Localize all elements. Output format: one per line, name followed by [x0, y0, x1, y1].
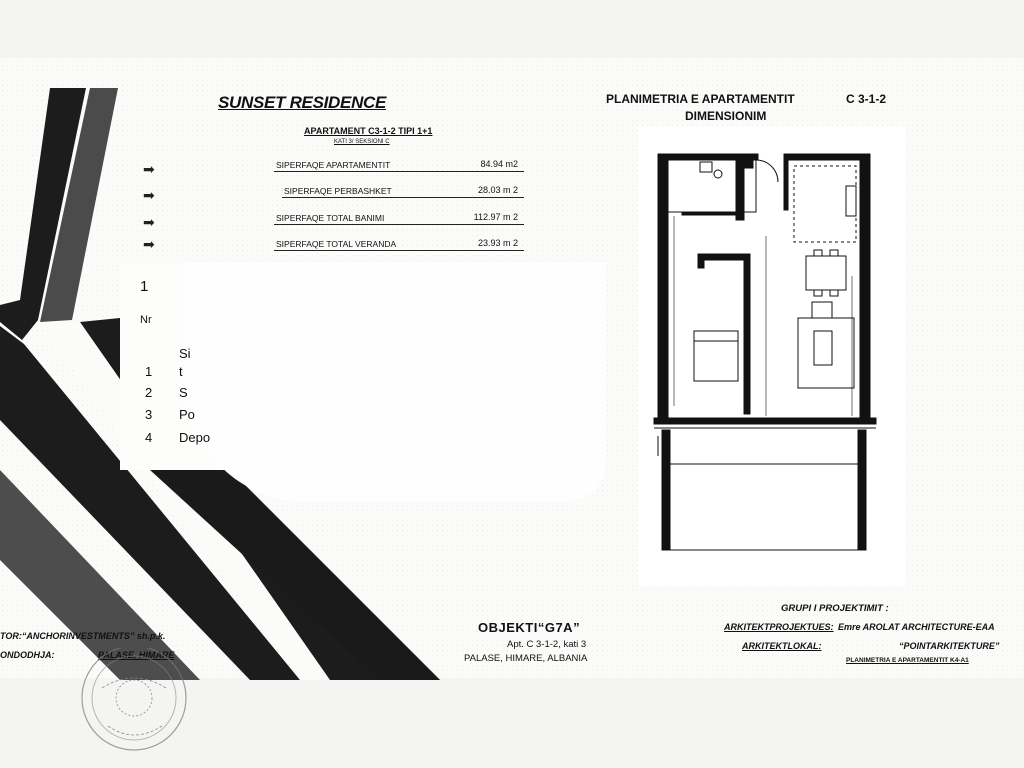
- redacted-area: [186, 262, 606, 502]
- area-value: 112.97 m 2: [473, 212, 518, 222]
- plan-subtitle: DIMENSIONIM: [685, 109, 767, 123]
- table-header-nr: Nr: [140, 314, 152, 326]
- object-title: OBJEKTI“G7A”: [478, 620, 581, 635]
- location-label: ONDODHJA:: [0, 650, 55, 660]
- arrow-icon: ➡: [143, 161, 155, 177]
- floor-plan-drawing: [638, 126, 906, 586]
- area-row: [274, 239, 524, 251]
- area-label: SIPERFAQE TOTAL BANIMI: [276, 213, 385, 223]
- area-label: SIPERFAQE APARTAMENTIT: [276, 160, 391, 170]
- plan-title: PLANIMETRIA E APARTAMENTIT: [606, 92, 795, 106]
- local-architect-value: “POINTARKITEKTURE”: [899, 641, 1000, 651]
- plan-code: C 3-1-2: [846, 92, 887, 106]
- apartment-title: APARTAMENT C3-1-2 TIPI 1+1: [304, 126, 433, 136]
- area-label: SIPERFAQE TOTAL VERANDA: [276, 239, 397, 249]
- architect-label: ARKITEKTPROJEKTUES:: [724, 622, 834, 632]
- table-cell-nr: 3: [145, 407, 153, 422]
- arrow-icon: ➡: [143, 214, 155, 230]
- object-line-1: Apt. C 3-1-2, kati 3: [507, 639, 587, 650]
- table-cell-name: Depo: [179, 430, 211, 445]
- sheet-label: PLANIMETRIA E APARTAMENTIT K4-A1: [846, 657, 969, 664]
- design-group-title: GRUPI I PROJEKTIMIT :: [781, 603, 889, 614]
- area-row: [274, 213, 524, 225]
- table-cell-nr: 1: [145, 364, 153, 379]
- stamp-seal: [62, 648, 212, 756]
- arrow-icon: ➡: [143, 187, 155, 203]
- area-value: 28.03 m 2: [477, 185, 518, 195]
- table-index: 1: [140, 278, 149, 295]
- architect-value: Emre AROLAT ARCHITECTURE-EAA: [838, 622, 995, 632]
- table-header-name: Si: [179, 346, 191, 361]
- object-line-2: PALASE, HIMARE, ALBANIA: [464, 653, 588, 664]
- table-cell-name: Po: [179, 407, 195, 422]
- arrow-icon: ➡: [143, 236, 155, 252]
- apartment-subtitle: KATI 3/ SEKSIONI C: [334, 139, 390, 145]
- area-value: 23.93 m 2: [477, 238, 518, 248]
- project-title: SUNSET RESIDENCE: [218, 93, 387, 112]
- local-architect-label: ARKITEKTLOKAL:: [742, 641, 822, 651]
- area-row: [282, 186, 524, 198]
- table-cell-name: S: [179, 385, 188, 400]
- location-value: PALASE, HIMARE: [98, 650, 175, 660]
- area-row: [274, 160, 524, 172]
- table-cell-nr: 2: [145, 385, 153, 400]
- investor-label: TOR:“ANCHORINVESTMENTS” sh.p.k.: [0, 631, 166, 641]
- area-label: SIPERFAQE PERBASHKET: [284, 186, 392, 196]
- area-value: 84.94 m2: [480, 159, 518, 169]
- table-cell-name: t: [179, 364, 183, 379]
- table-cell-nr: 4: [145, 430, 153, 445]
